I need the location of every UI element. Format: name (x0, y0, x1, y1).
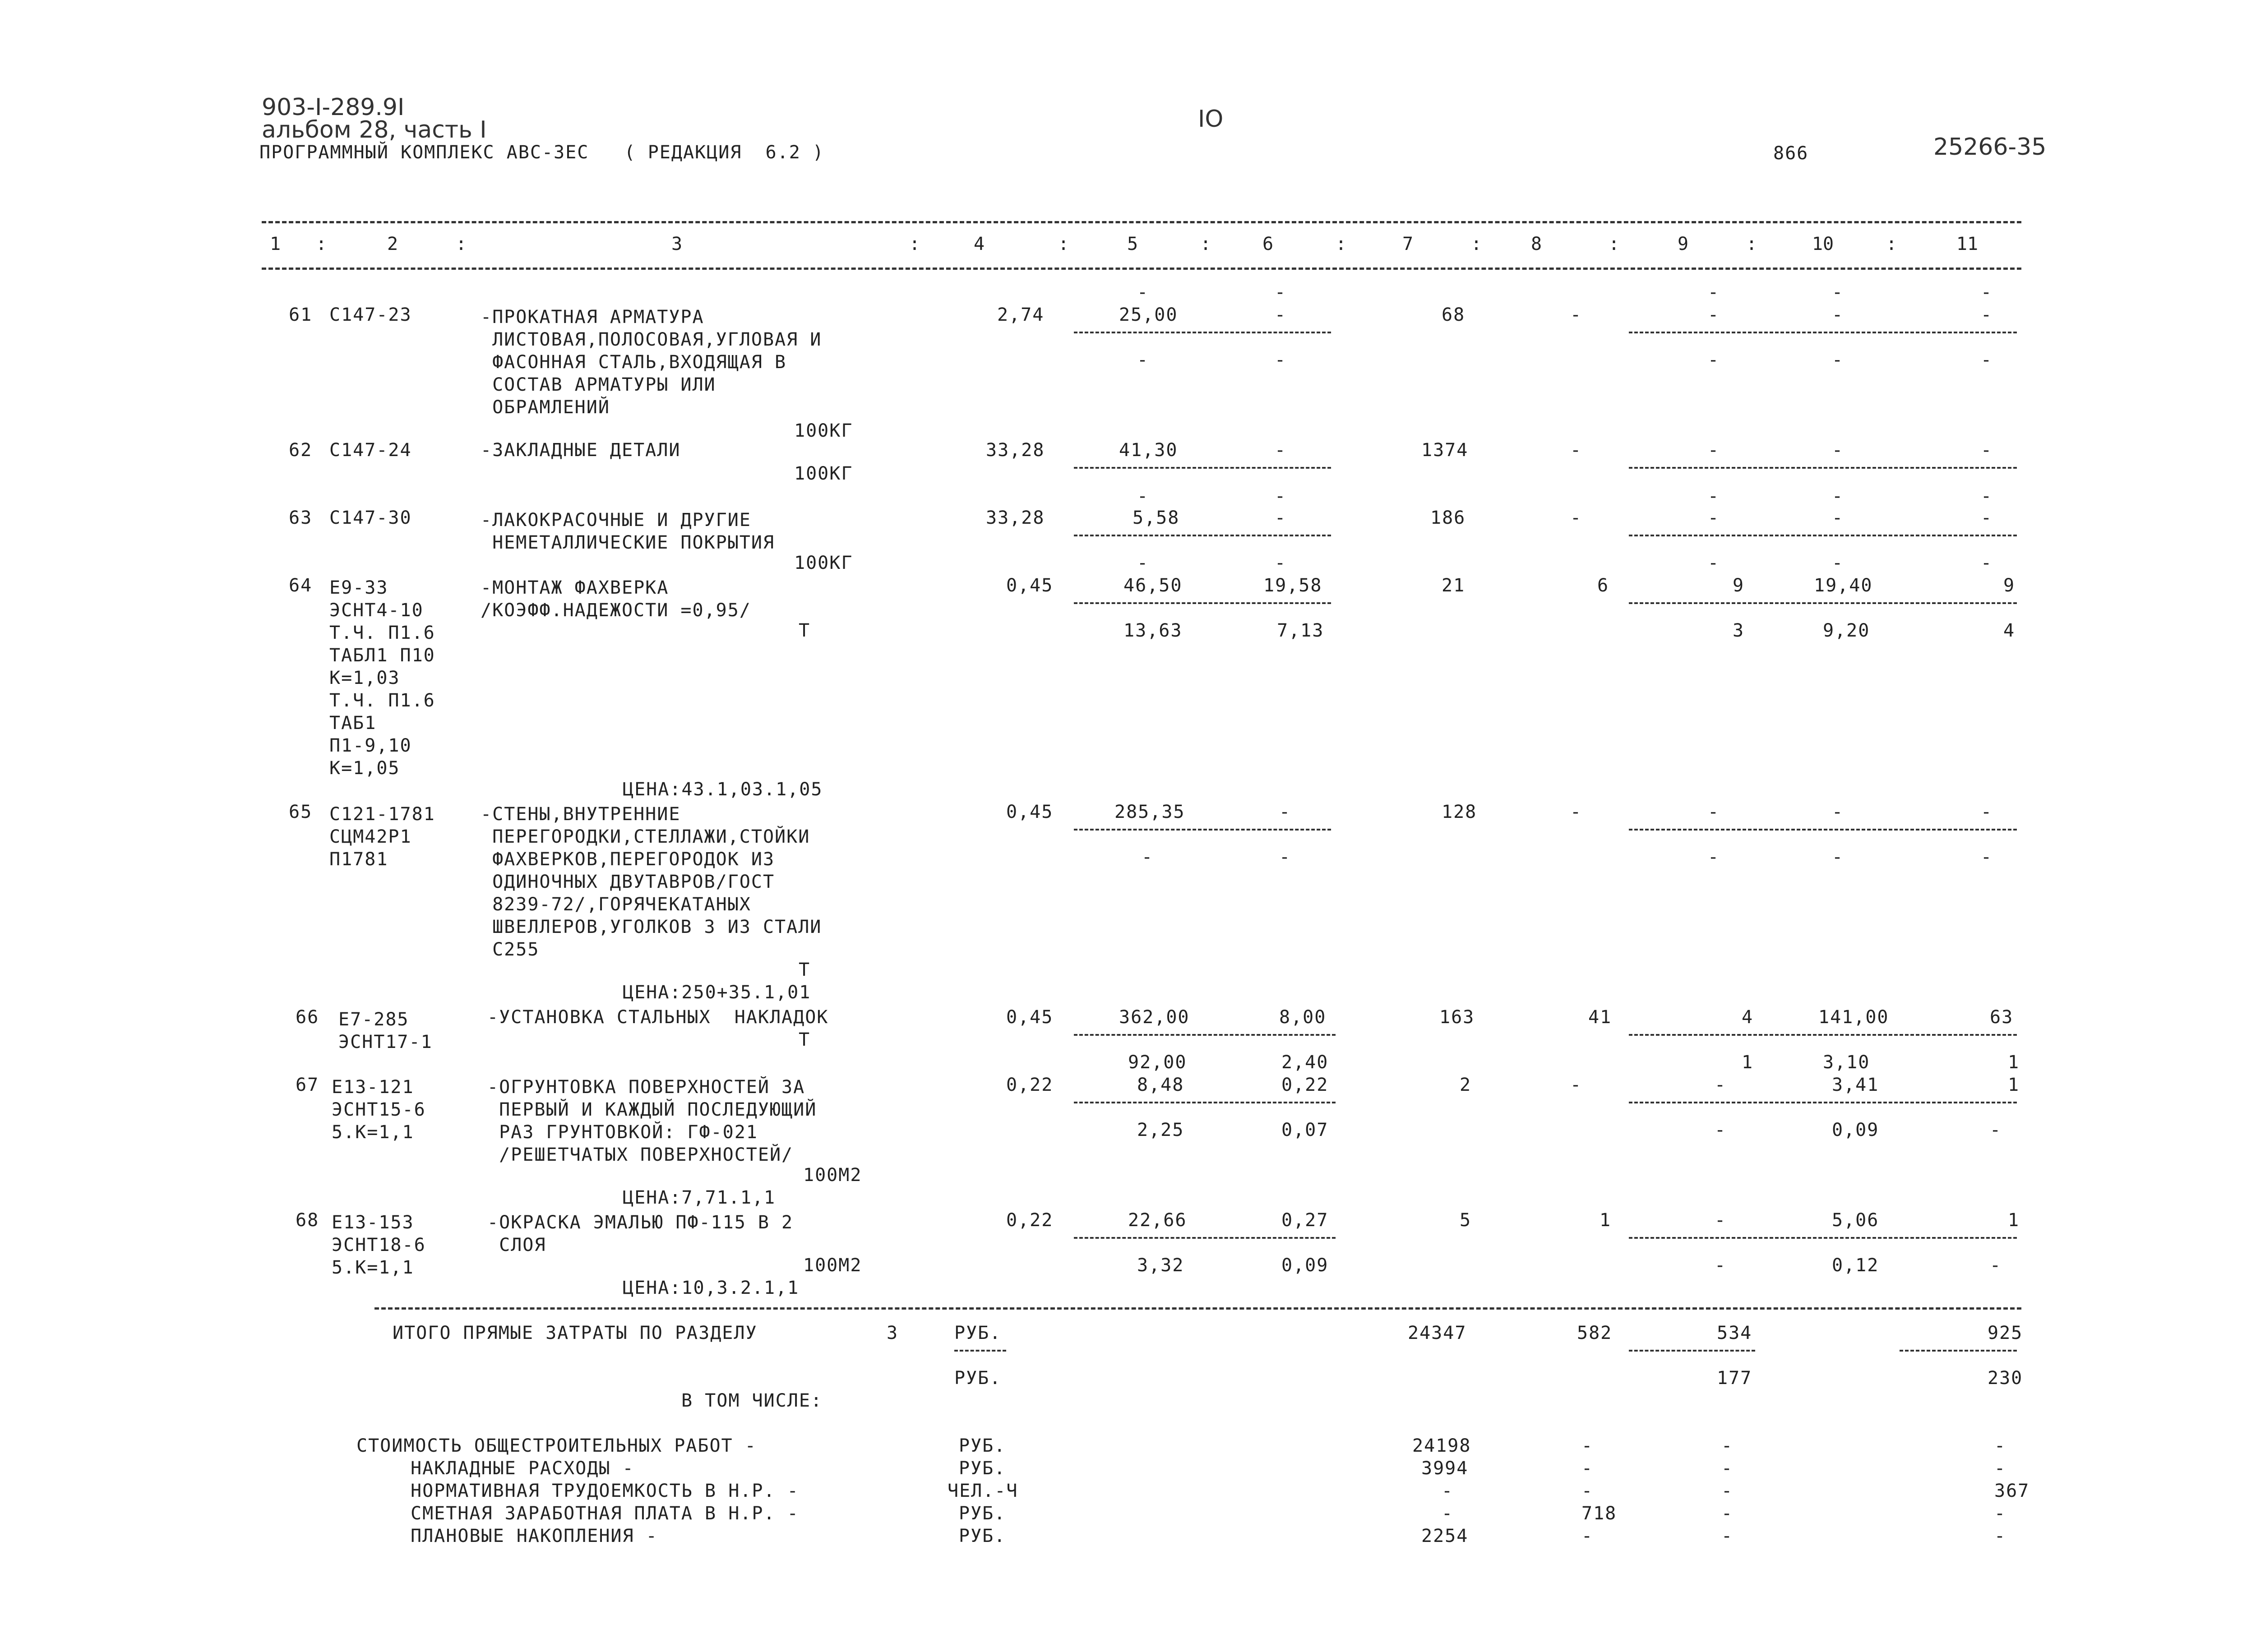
cell-c8: 1 (1600, 1210, 1612, 1231)
summary-label: НОРМАТИВНАЯ ТРУДОЕМКОСТЬ В Н.Р. - (411, 1481, 799, 1501)
totals-c9-rule (1629, 1350, 1755, 1352)
work-description: -УСТАНОВКА СТАЛЬНЫХ НАКЛАДОК (487, 1007, 829, 1028)
row-number: 68 (296, 1210, 319, 1231)
cell-c6-below: 7,13 (1277, 620, 1324, 641)
cell-c10: 3,41 (1832, 1075, 1879, 1095)
row-number: 65 (289, 802, 313, 822)
summary-c8: - (1581, 1481, 1594, 1501)
cell-c5: 41,30 (1119, 440, 1178, 461)
cell-c10-below: 0,12 (1832, 1255, 1879, 1276)
rate-code: Е7-285 ЭСНТ17-1 (338, 1009, 433, 1052)
row-number: 64 (289, 575, 313, 596)
cell-c8: - (1570, 305, 1582, 325)
totals-c9-second: 177 (1717, 1368, 1752, 1389)
cell-c6-below: - (1275, 486, 1287, 507)
cell-rule (1629, 602, 2017, 604)
cell-c10-below: - (1832, 350, 1844, 370)
summary-unit: РУБ. (959, 1503, 1006, 1524)
cell-rule (1074, 1034, 1336, 1036)
work-description: -СТЕНЫ,ВНУТРЕННИЕ ПЕРЕГОРОДКИ,СТЕЛЛАЖИ,СТОЙКИ ФАХВЕРКОВ,ПЕРЕГОРОДОК ИЗ ОДИНОЧНЫХ ДВУТАВРОВ/ГОСТ 8239-72/,ГОРЯЧЕКАТАНЫХ ШВЕЛЛЕРОВ,УГОЛКОВ З ИЗ СТАЛИ С255 (481, 804, 822, 960)
cell-c5: 5,58 (1133, 508, 1180, 528)
rate-code: С147-30 (329, 508, 412, 528)
totals-including-label: В ТОМ ЧИСЛЕ: (681, 1390, 823, 1411)
cell-c10: 5,06 (1832, 1210, 1879, 1231)
cell-c6-below: - (1275, 350, 1287, 370)
cell-c5-below: 92,00 (1128, 1052, 1187, 1073)
row-number: 66 (296, 1007, 319, 1028)
cell-c5-below: 13,63 (1123, 620, 1183, 641)
column-header: 7 (1402, 234, 1414, 254)
cell-c11: - (1981, 440, 1993, 461)
summary-c11: - (1994, 1503, 2006, 1524)
page-number: IO (1198, 106, 1224, 133)
cell-c5: 46,50 (1123, 575, 1183, 596)
cell-c8: 41 (1588, 1007, 1612, 1028)
cell-c9: - (1708, 508, 1720, 528)
cell-c9: - (1715, 1210, 1727, 1231)
cell-c6: 19,58 (1263, 575, 1322, 596)
reference-number: 866 (1773, 143, 1809, 164)
work-description: -ПРОКАТНАЯ АРМАТУРА ЛИСТОВАЯ,ПОЛОСОВАЯ,УГЛОВАЯ И ФАСОННАЯ СТАЛЬ,ВХОДЯЩАЯ В СОСТАВ АРМАТУРЫ ИЛИ ОБРАМЛЕНИЙ (481, 307, 822, 418)
cell-c9: - (1708, 440, 1720, 461)
unit: Т (799, 1029, 811, 1050)
quantity: 0,45 (1006, 802, 1054, 822)
cell-c6-above: - (1275, 282, 1287, 303)
unit: 100КГ (794, 553, 853, 573)
totals-c11-second: 230 (1988, 1368, 2023, 1389)
rate-code: Е13-121 ЭСНТ15-6 5.К=1,1 (332, 1077, 426, 1143)
cell-c7: 68 (1442, 305, 1465, 325)
unit: Т (799, 620, 811, 641)
cell-rule (1074, 535, 1331, 536)
cell-c5-below: - (1137, 350, 1149, 370)
cell-c5: 25,00 (1119, 305, 1178, 325)
price-note: ЦЕНА:250+35.1,01 (623, 982, 811, 1003)
cell-c6: 0,22 (1281, 1075, 1329, 1095)
summary-label: НАКЛАДНЫЕ РАСХОДЫ - (411, 1458, 634, 1479)
cell-c7: 2 (1460, 1075, 1472, 1095)
column-separator: : (1336, 234, 1347, 254)
cell-c5-below: 3,32 (1137, 1255, 1184, 1276)
cell-c9-below: 1 (1742, 1052, 1754, 1073)
summary-c7: - (1442, 1481, 1454, 1501)
cell-c5: 8,48 (1137, 1075, 1184, 1095)
summary-c8: 718 (1581, 1503, 1617, 1524)
cell-c8: 6 (1597, 575, 1609, 596)
summary-c11: 367 (1994, 1481, 2030, 1501)
cell-c11-above: - (1981, 282, 1993, 303)
work-description: -ОГРУНТОВКА ПОВЕРХНОСТЕЙ ЗА ПЕРВЫЙ И КАЖДЫЙ ПОСЛЕДУЮЩИЙ РАЗ ГРУНТОВКОЙ: ГФ-021 /РЕШЕТЧАТЫХ ПОВЕРХНОСТЕЙ/ (487, 1077, 817, 1165)
totals-c7: 24347 (1408, 1323, 1467, 1343)
totals-unit-second: РУБ. (954, 1368, 1002, 1389)
work-description: -ЗАКЛАДНЫЕ ДЕТАЛИ (481, 440, 681, 461)
cell-c6: 0,27 (1281, 1210, 1329, 1231)
column-header: 9 (1677, 234, 1689, 254)
column-header: 8 (1530, 234, 1542, 254)
summary-label: СМЕТНАЯ ЗАРАБОТНАЯ ПЛАТА В Н.Р. - (411, 1503, 799, 1524)
unit: 100М2 (803, 1255, 862, 1276)
column-separator: : (909, 234, 920, 254)
column-separator: : (456, 234, 467, 254)
unit: 100М2 (803, 1165, 862, 1186)
row-number: 67 (296, 1075, 319, 1095)
summary-unit: РУБ. (959, 1458, 1006, 1479)
cell-c10-below: 3,10 (1823, 1052, 1870, 1073)
totals-rule (374, 1307, 2021, 1310)
cell-rule (1629, 1034, 2017, 1036)
column-separator: : (1746, 234, 1757, 254)
quantity: 0,22 (1006, 1210, 1054, 1231)
cell-c10-below: - (1832, 847, 1844, 868)
document-code: 903-I-289.9I (262, 94, 405, 121)
cell-c6: - (1279, 802, 1291, 822)
cell-c11: - (1981, 305, 1993, 325)
column-separator: : (1058, 234, 1069, 254)
summary-c7: 3994 (1421, 1458, 1469, 1479)
totals-c9: 534 (1717, 1323, 1752, 1343)
cell-c11-below: - (1990, 1255, 2002, 1276)
summary-c11: - (1994, 1458, 2006, 1479)
totals-label: ИТОГО ПРЯМЫЕ ЗАТРАТЫ ПО РАЗДЕЛУ (393, 1323, 758, 1343)
cell-c11-below: 4 (2003, 620, 2016, 641)
quantity: 2,74 (997, 305, 1045, 325)
column-separator: : (316, 234, 327, 254)
cell-rule (1074, 1237, 1336, 1239)
rate-code: С121-1781 СЦМ42Р1 П1781 (329, 804, 435, 870)
summary-c7: - (1442, 1503, 1454, 1524)
totals-c11: 925 (1988, 1323, 2023, 1343)
cell-c10-below: 0,09 (1832, 1120, 1879, 1140)
column-separator: : (1200, 234, 1211, 254)
cell-rule (1629, 535, 2017, 536)
column-separator: : (1609, 234, 1620, 254)
summary-unit: ЧЕЛ.-Ч (948, 1481, 1018, 1501)
cell-c6: - (1275, 440, 1287, 461)
rate-code: Е13-153 ЭСНТ18-6 5.К=1,1 (332, 1212, 426, 1278)
cell-rule (1629, 829, 2017, 831)
cell-c7: 186 (1430, 508, 1466, 528)
cell-c9-below: - (1708, 553, 1720, 573)
summary-label: ПЛАНОВЫЕ НАКОПЛЕНИЯ - (411, 1526, 658, 1546)
cell-c11: - (1981, 802, 1993, 822)
quantity: 0,22 (1006, 1075, 1054, 1095)
column-separator: : (1471, 234, 1482, 254)
cell-rule (1074, 332, 1331, 333)
cell-c10-below: - (1832, 486, 1844, 507)
cell-c8: - (1570, 1075, 1582, 1095)
cell-c10: - (1832, 440, 1844, 461)
album-info: альбом 28, часть I (262, 116, 487, 143)
cell-c11: 63 (1990, 1007, 2014, 1028)
work-description: -ЛАКОКРАСОЧНЫЕ И ДРУГИЕ НЕМЕТАЛЛИЧЕСКИЕ ПОКРЫТИЯ (481, 510, 775, 553)
cell-c9-below: - (1708, 486, 1720, 507)
cell-c11: 1 (2008, 1075, 2020, 1095)
unit: 100КГ (794, 420, 853, 441)
column-header: 3 (671, 234, 683, 254)
cell-c11-below: - (1981, 847, 1993, 868)
summary-c9: - (1721, 1458, 1734, 1479)
summary-unit: РУБ. (959, 1435, 1006, 1456)
cell-rule (1629, 467, 2017, 469)
price-note: ЦЕНА:10,3.2.1,1 (623, 1278, 800, 1298)
program-title: ПРОГРАММНЫЙ КОМПЛЕКС АВС-3ЕС ( РЕДАКЦИЯ 6.2 ) (259, 142, 824, 163)
cell-c7: 21 (1442, 575, 1465, 596)
cell-c8: - (1570, 802, 1582, 822)
cell-c5: 22,66 (1128, 1210, 1187, 1231)
cell-c6-below: 0,07 (1281, 1120, 1329, 1140)
header-rule-top (262, 221, 2021, 223)
cell-c6: - (1275, 508, 1287, 528)
cell-c5: 362,00 (1119, 1007, 1190, 1028)
summary-c9: - (1721, 1526, 1734, 1546)
rate-code: Е9-33 ЭСНТ4-10 Т.Ч. П1.6 ТАБЛ1 П10 К=1,03 Т.Ч. П1.6 ТАБ1 П1-9,10 К=1,05 (329, 577, 435, 779)
cell-c11: - (1981, 508, 1993, 528)
cell-c7: 1374 (1421, 440, 1469, 461)
summary-c11: - (1994, 1526, 2006, 1546)
cell-c5-below: - (1137, 553, 1149, 573)
column-header: 10 (1812, 234, 1834, 254)
cell-c9-below: 3 (1733, 620, 1745, 641)
cell-c5: 285,35 (1114, 802, 1185, 822)
cell-c11-below: 1 (2008, 1052, 2020, 1073)
work-description: -МОНТАЖ ФАХВЕРКА /КОЭФФ.НАДЕЖОСТИ =0,95/ (481, 577, 751, 621)
cell-c11: 1 (2008, 1210, 2020, 1231)
column-header: 1 (269, 234, 281, 254)
cell-c6-below: 2,40 (1281, 1052, 1329, 1073)
column-separator: : (1886, 234, 1897, 254)
cell-c8: - (1570, 508, 1582, 528)
cell-c10: - (1832, 508, 1844, 528)
totals-c11-rule (1900, 1350, 2017, 1352)
cell-rule (1629, 1237, 2017, 1239)
unit: Т (799, 960, 811, 980)
cell-c9: - (1715, 1075, 1727, 1095)
cell-c9: 9 (1733, 575, 1745, 596)
totals-unit: РУБ. (954, 1323, 1002, 1343)
cell-c5-below: - (1137, 486, 1149, 507)
cell-c11: 9 (2003, 575, 2016, 596)
summary-c9: - (1721, 1435, 1734, 1456)
cell-rule (1629, 1102, 2017, 1103)
cell-c10: - (1832, 305, 1844, 325)
unit: 100КГ (794, 463, 853, 484)
summary-c8: - (1581, 1435, 1594, 1456)
column-header: 2 (387, 234, 398, 254)
cell-rule (1074, 467, 1331, 469)
quantity: 33,28 (986, 440, 1045, 461)
rate-code: С147-23 (329, 305, 412, 325)
cell-c9: 4 (1742, 1007, 1754, 1028)
cell-rule (1074, 602, 1331, 604)
cell-c11-below: - (1990, 1120, 2002, 1140)
totals-c8: 582 (1577, 1323, 1613, 1343)
cell-c9: - (1708, 305, 1720, 325)
summary-c8: - (1581, 1526, 1594, 1546)
summary-c9: - (1721, 1503, 1734, 1524)
cell-c9-below: - (1708, 350, 1720, 370)
cell-c7: 5 (1460, 1210, 1472, 1231)
cell-c11-below: - (1981, 350, 1993, 370)
cell-c7: 163 (1439, 1007, 1475, 1028)
cell-c6: - (1275, 305, 1287, 325)
cell-c11-below: - (1981, 486, 1993, 507)
cell-c9-below: - (1715, 1255, 1727, 1276)
summary-c8: - (1581, 1458, 1594, 1479)
cell-c6: 8,00 (1279, 1007, 1327, 1028)
row-number: 62 (289, 440, 313, 461)
column-header: 6 (1262, 234, 1274, 254)
cell-c9-above: - (1708, 282, 1720, 303)
cell-c5-above: - (1137, 282, 1149, 303)
summary-unit: РУБ. (959, 1526, 1006, 1546)
work-description: -ОКРАСКА ЭМАЛЬЮ ПФ-115 В 2 СЛОЯ (487, 1212, 794, 1255)
cell-c11-below: - (1981, 553, 1993, 573)
cell-c7: 128 (1442, 802, 1477, 822)
cell-c10: - (1832, 802, 1844, 822)
summary-c9: - (1721, 1481, 1734, 1501)
cell-rule (1074, 829, 1331, 831)
quantity: 0,45 (1006, 1007, 1054, 1028)
price-note: ЦЕНА:43.1,03.1,05 (623, 779, 823, 800)
column-header: 5 (1127, 234, 1138, 254)
cell-c10-below: - (1832, 553, 1844, 573)
column-header: 11 (1956, 234, 1979, 254)
cell-c6-below: - (1275, 553, 1287, 573)
rate-code: С147-24 (329, 440, 412, 461)
cell-c10-below: 9,20 (1823, 620, 1870, 641)
column-header: 4 (973, 234, 985, 254)
cell-c5-below: - (1142, 847, 1154, 868)
row-number: 61 (289, 305, 313, 325)
row-number: 63 (289, 508, 313, 528)
cell-c5-below: 2,25 (1137, 1120, 1184, 1140)
cell-c6-below: - (1279, 847, 1291, 868)
summary-c11: - (1994, 1435, 2006, 1456)
totals-unit-rule (954, 1350, 1006, 1352)
document-stamp: 25266-35 (1933, 134, 2047, 161)
cell-c9-below: - (1708, 847, 1720, 868)
summary-c7: 2254 (1421, 1526, 1469, 1546)
cell-c9-below: - (1715, 1120, 1727, 1140)
quantity: 0,45 (1006, 575, 1054, 596)
summary-label: СТОИМОСТЬ ОБЩЕСТРОИТЕЛЬНЫХ РАБОТ - (356, 1435, 757, 1456)
cell-rule (1074, 1102, 1336, 1103)
cell-rule (1629, 332, 2017, 333)
cell-c10: 19,40 (1814, 575, 1873, 596)
cell-c8: - (1570, 440, 1582, 461)
header-rule-bottom (262, 268, 2021, 270)
cell-c10: 141,00 (1818, 1007, 1889, 1028)
totals-section-number: 3 (887, 1323, 899, 1343)
quantity: 33,28 (986, 508, 1045, 528)
cell-c9: - (1708, 802, 1720, 822)
price-note: ЦЕНА:7,71.1,1 (623, 1187, 776, 1208)
cell-c10-above: - (1832, 282, 1844, 303)
summary-c7: 24198 (1412, 1435, 1471, 1456)
cell-c6-below: 0,09 (1281, 1255, 1329, 1276)
